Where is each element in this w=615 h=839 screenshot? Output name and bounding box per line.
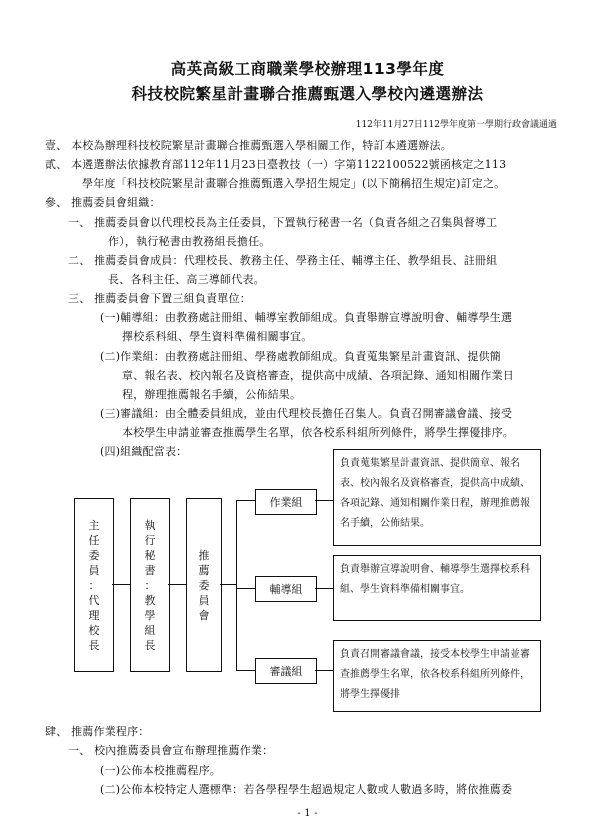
- page-title-line2: 科技校院繁星計畫聯合推薦甄選入學校內遴選辦法: [131, 85, 484, 103]
- item-3-1-line1: 一、 推薦委員會以代理校長為主任委員，下置執行秘書一名（負責各組之召集與督導工: [68, 216, 498, 229]
- item-3-1-line2: 作），執行秘書由教務組長擔任。: [108, 235, 271, 248]
- org-secretary-box: 執 行 秘 書 ： 教 學 組 長: [130, 498, 170, 672]
- org-desc-operations: 負責蒐集繁星計畫資訊、提供簡章、報名表、校內報名及資格審查，提供高中成績、各項記錄、通知相關作業日程，辦理推薦報名手續，公佈結果。: [333, 449, 541, 546]
- org-desc-review: 負責召開審議會議，接受本校學生申請並審查推薦學生名單，依各校系科組所列條件，將學生擇優排: [333, 640, 541, 712]
- section-2-line2: 學年度「科技校院繁星計畫聯合推薦甄選入學招生規定」(以下簡稱招生規定)訂定之。: [82, 177, 506, 190]
- connector-guidance-desc: [315, 588, 333, 589]
- connector-review-desc: [315, 670, 333, 671]
- section-2-line1: 貳、 本遴選辦法依據教育部112年11月23日臺教技（一）字第1122100522號函核定之113: [45, 158, 507, 171]
- item-4-1: 一、 校內推薦委員會宣布辦理推薦作業：: [68, 744, 274, 757]
- section-4-heading: 肆、 推薦作業程序：: [45, 725, 150, 738]
- org-desc-guidance: 負責舉辦宣導說明會、輔導學生選擇校系科組、學生資料準備相關事宜。: [333, 555, 541, 621]
- page-number: - 1 -: [297, 808, 318, 819]
- subitem-4-1-2: (二)公佈本校特定人選標準：若各學程學生超過規定人數或人數過多時，將依推薦委: [100, 783, 513, 796]
- subitem-2-line2: 章、報名表、校內報名及資格審查，提供高中成績、各項記錄、通知相關作業日: [122, 369, 514, 382]
- subitem-3-line1: (三)審議組：由全體委員組成，並由代理校長擔任召集人。負責召開審議會議、接受: [100, 407, 513, 420]
- subitem-2-line3: 程，辦理推薦報名手續，公佈結果。: [122, 388, 302, 401]
- connector-to-operations: [236, 500, 255, 501]
- org-group-guidance: 輔導組: [255, 576, 317, 602]
- subitem-4-1-1: (一)公佈本校推薦程序。: [100, 764, 221, 777]
- connector-secretary-committee: [168, 584, 186, 585]
- item-3-2-line1: 二、 推薦委員會成員：代理校長、教務主任、學務主任、輔導主任、教學組長、註冊組: [68, 254, 498, 267]
- org-committee-box: 推 薦 委 員 會: [186, 498, 222, 672]
- org-chair-box: 主 任 委 員 ： 代 理 校 長: [74, 498, 114, 672]
- subitem-2-line1: (二)作業組：由教務處註冊組、學務處教師組成。負責蒐集繁星計畫資訊、提供簡: [100, 350, 501, 363]
- connector-to-review: [236, 670, 255, 671]
- org-group-operations: 作業組: [255, 489, 317, 515]
- item-3-2-line2: 長、各科主任、高三導師代表。: [108, 273, 265, 286]
- subitem-1-line2: 擇校系科組、學生資料準備相關事宜。: [122, 330, 313, 343]
- section-1: 壹、 本校為辦理科技校院繁星計畫聯合推薦甄選入學相關工作，特訂本遴選辦法。: [45, 139, 452, 152]
- connector-chair-secretary: [112, 584, 130, 585]
- connector-trunk: [236, 500, 237, 670]
- page-title-line1: 高英高級工商職業學校辦理113學年度: [170, 60, 445, 78]
- subitem-4: (四)組織配當表：: [100, 445, 188, 458]
- item-3-3: 三、 推薦委員會下置三組負責單位：: [68, 292, 251, 305]
- connector-committee-trunk: [220, 584, 237, 585]
- subitem-3-line2: 本校學生申請並審查推薦學生名單，依各校系科組所列條件，將學生擇優排序。: [122, 426, 514, 439]
- connector-to-guidance: [236, 588, 255, 589]
- connector-operations-desc: [315, 500, 333, 501]
- subitem-1-line1: (一)輔導組：由教務處註冊組、輔導室教師組成。負責舉辦宣導說明會、輔導學生選: [100, 311, 513, 324]
- org-group-review: 審議組: [255, 658, 317, 684]
- approval-note: 112年11月27日112學年度第一學期行政會議通過: [355, 120, 557, 130]
- section-3-heading: 參、 推薦委員會組織：: [45, 196, 161, 209]
